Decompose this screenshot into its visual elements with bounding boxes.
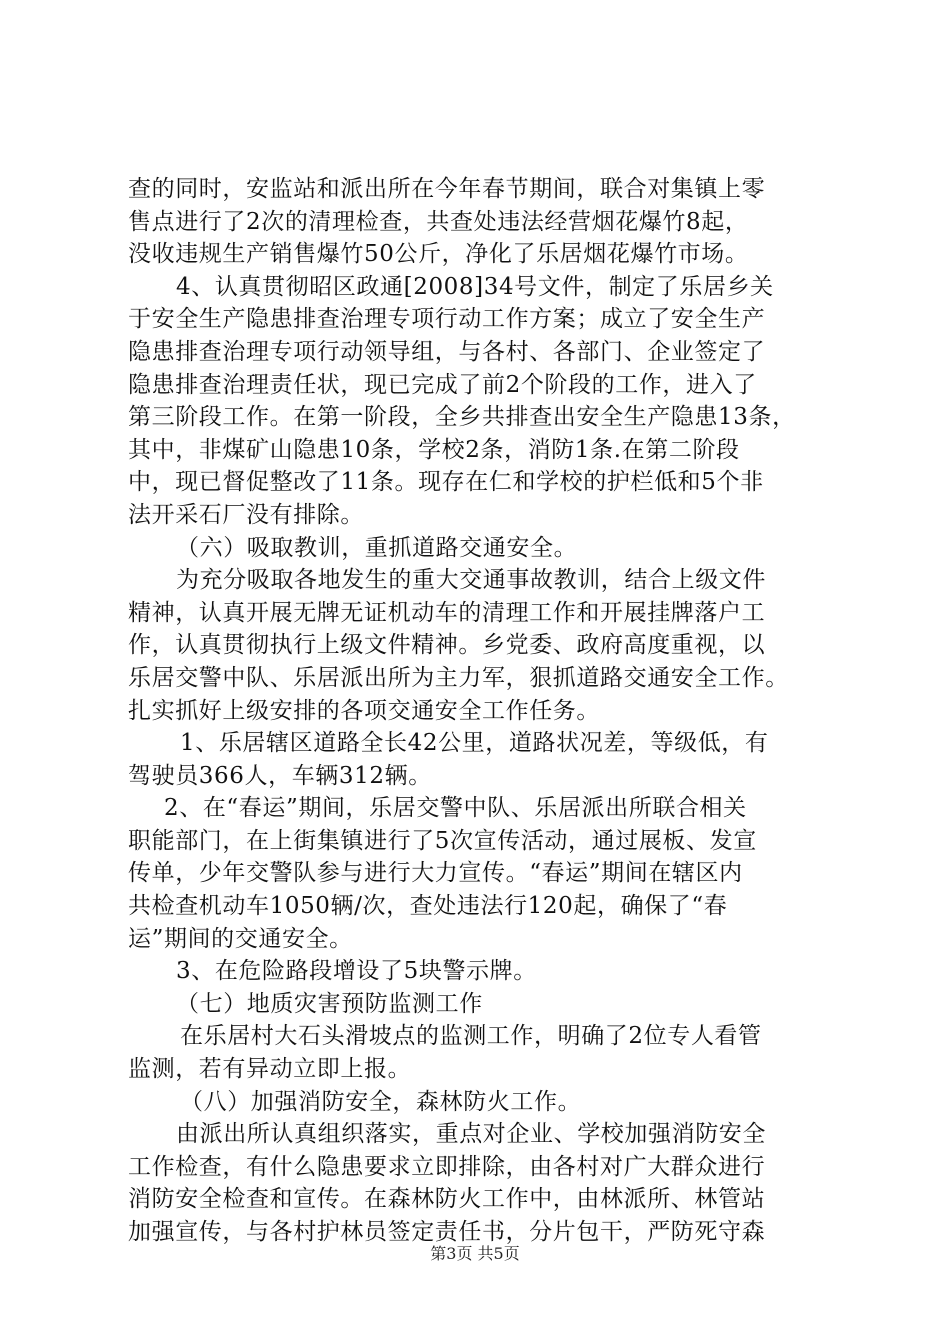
text-line: 监测，若有异动立即上报。: [128, 1056, 412, 1083]
text-line: 传单，少年交警队参与进行大力宣传。“春运”期间在辖区内: [128, 860, 743, 887]
text-line: 查的同时，安监站和派出所在今年春节期间，联合对集镇上零: [128, 176, 766, 202]
text-line: 作，认真贯彻执行上级文件精神。乡党委、政府高度重视，以: [128, 632, 766, 659]
section-heading: （八）加强消防安全，森林防火工作。: [180, 1088, 582, 1115]
paragraph-start-line: 由派出所认真组织落实，重点对企业、学校加强消防安全: [176, 1121, 766, 1148]
text-line: 工作检查，有什么隐患要求立即排除，由各村对广大群众进行: [128, 1153, 766, 1180]
text-line: 职能部门，在上街集镇进行了5次宣传活动，通过展板、发宣: [128, 827, 757, 854]
page-number-footer: 第3页 共5页: [430, 1244, 520, 1263]
text-line: 第三阶段工作。在第一阶段，全乡共排查出安全生产隐患13条，: [128, 404, 796, 431]
text-line: 法开采石厂没有排除。: [128, 501, 364, 528]
paragraph-start-line: 为充分吸取各地发生的重大交通事故教训，结合上级文件: [176, 567, 766, 594]
section-heading: （七）地质灾害预防监测工作: [176, 990, 483, 1017]
text-line: 没收违规生产销售爆竹50公斤，净化了乐居烟花爆竹市场。: [128, 241, 749, 268]
paragraph-start-line: 3、在危险路段增设了5块警示牌。: [176, 958, 537, 985]
text-line: 隐患排查治理责任状，现已完成了前2个阶段的工作，进入了: [128, 371, 757, 398]
text-line: 隐患排查治理专项行动领导组，与各村、各部门、企业签定了: [128, 338, 766, 365]
text-line: 精神，认真开展无牌无证机动车的清理工作和开展挂牌落户工: [128, 599, 766, 626]
text-line: 其中，非煤矿山隐患10条，学校2条，消防1条.在第二阶段: [128, 436, 740, 463]
body-text: [128, 173, 828, 1249]
section-heading: （六）吸取教训，重抓道路交通安全。: [176, 534, 578, 561]
text-line: 共检查机动车1050辆/次，查处违法行120起，确保了“春: [128, 893, 728, 920]
text-line: 驾驶员366人，车辆312辆。: [128, 762, 432, 789]
text-line: 于安全生产隐患排查治理专项行动工作方案；成立了安全生产: [128, 306, 766, 333]
text-line: 加强宣传，与各村护林员签定责任书，分片包干，严防死守森: [128, 1219, 766, 1245]
text-line: 乐居交警中队、乐居派出所为主力军，狠抓道路交通安全工作。: [128, 664, 789, 691]
paragraph-start-line: 在乐居村大石头滑坡点的监测工作，明确了2位专人看管: [180, 1023, 762, 1050]
paragraph-start-line: 4、认真贯彻昭区政通[2008]34号文件，制定了乐居乡关: [176, 273, 774, 300]
text-line: 中，现已督促整改了11条。现存在仁和学校的护栏低和5个非: [128, 469, 764, 496]
text-line: 运”期间的交通安全。: [128, 925, 353, 952]
text-line: 消防安全检查和宣传。在森林防火工作中，由林派所、林管站: [128, 1186, 766, 1213]
paragraph-start-line: 1、乐居辖区道路全长42公里，道路状况差，等级低，有: [180, 730, 769, 757]
text-line: 扎实抓好上级安排的各项交通安全工作任务。: [128, 697, 600, 724]
text-line: 售点进行了2次的清理检查，共查处违法经营烟花爆竹8起，: [128, 208, 749, 235]
paragraph-start-line: 2、在“春运”期间，乐居交警中队、乐居派出所联合相关: [164, 795, 747, 822]
